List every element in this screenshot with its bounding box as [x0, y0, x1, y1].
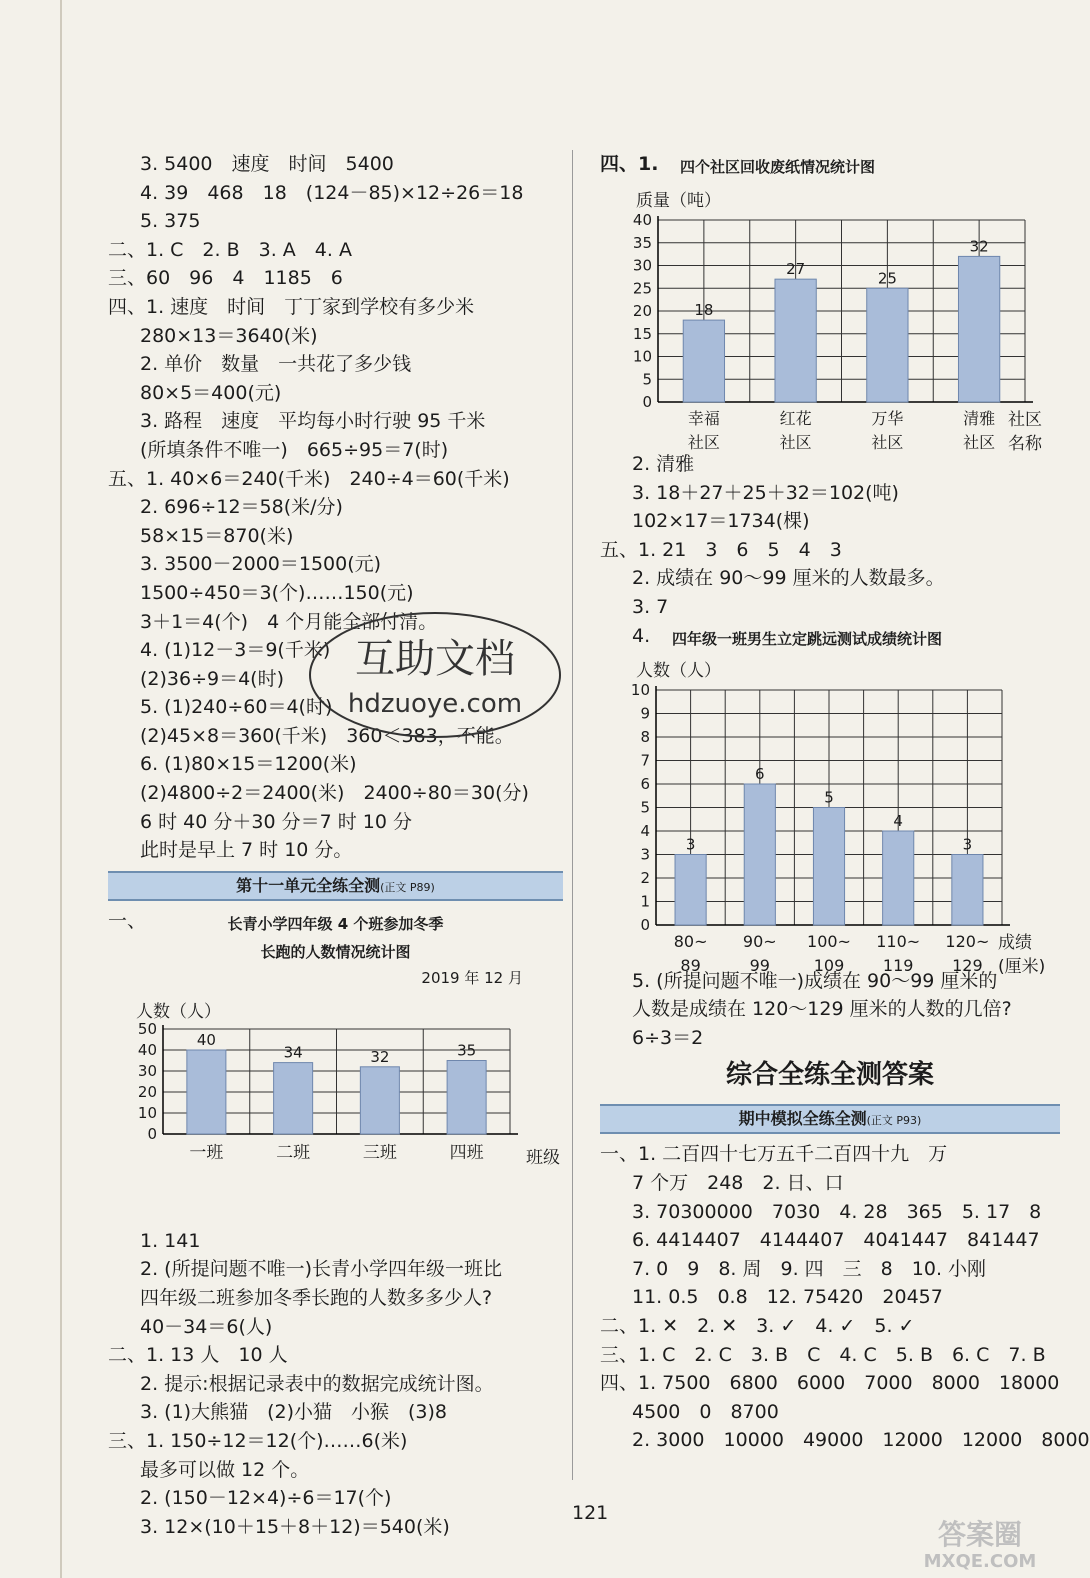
answer-line: 11. 0.5 0.8 12. 75420 20457 — [632, 1286, 943, 1309]
chart2-number: 四、1. — [600, 153, 659, 175]
answer-line: 2. 3000 10000 49000 12000 12000 8000 — [632, 1429, 1090, 1452]
bar — [187, 1050, 226, 1134]
x-tick-label: 二班 — [276, 1142, 311, 1163]
y-tick-label: 30 — [632, 256, 652, 275]
x-tick-label: 89 — [680, 955, 701, 975]
answer-line: (2)45×8＝360(千米) 360＜383，不能。 — [140, 724, 514, 747]
chart1-block — [108, 907, 563, 1227]
answer-line: 3. 3500－2000＝1500(元) — [140, 553, 382, 576]
x-axis-label: 社区 — [1008, 410, 1042, 430]
answer-line: 一、1. 二百四十七万五千二百四十九 万 — [600, 1143, 948, 1166]
x-tick-label: 119 — [882, 955, 914, 975]
bar — [683, 320, 724, 402]
y-tick-label: 35 — [632, 233, 652, 252]
answer-line: 102×17＝1734(棵) — [632, 510, 810, 533]
answer-line: 三、60 96 4 1185 6 — [108, 267, 343, 290]
data-label: 35 — [457, 1041, 477, 1060]
answer-line: 二、1. 13 人 10 人 — [108, 1344, 288, 1367]
x-axis-label: (厘米) — [998, 956, 1046, 977]
x-tick-label: 一班 — [189, 1142, 224, 1163]
answer-line: (2)4800÷2＝2400(米) 2400÷80＝30(分) — [140, 782, 529, 805]
y-tick-label: 10 — [632, 347, 652, 366]
y-tick-label: 30 — [137, 1061, 157, 1080]
chart2-block — [600, 150, 1060, 454]
chart3-block — [600, 622, 1060, 977]
answer-line: 6. 4414407 4144407 4041447 841447 — [632, 1229, 1040, 1252]
right-answer-lines-2 — [600, 967, 1060, 1053]
bar — [883, 831, 914, 925]
left-column — [108, 150, 563, 1541]
chart1-number: 一、 — [108, 909, 147, 932]
data-label: 3 — [962, 835, 973, 854]
watermark-logo — [300, 600, 570, 750]
y-tick-label: 1 — [640, 892, 650, 911]
data-label: 5 — [824, 788, 834, 807]
answer-line: 3. 7 — [632, 595, 669, 618]
y-tick-label: 7 — [640, 751, 650, 770]
answer-line: 4500 0 8700 — [632, 1400, 779, 1423]
y-tick-label: 10 — [630, 680, 650, 699]
y-tick-label: 40 — [632, 211, 652, 229]
answer-line: 此时是早上 7 时 10 分。 — [140, 839, 353, 862]
bar — [447, 1060, 486, 1134]
data-label: 3 — [685, 835, 696, 854]
x-tick-label: 120~ — [945, 931, 990, 951]
column-divider — [572, 150, 573, 1480]
answer-line: 1500÷450＝3(个)……150(元) — [140, 581, 414, 604]
answer-line: 四、1. 速度 时间 丁丁家到学校有多少米 — [108, 295, 475, 318]
x-tick-label: 四班 — [449, 1142, 484, 1163]
chart3-title: 四年级一班男生立定跳远测试成绩统计图 — [672, 629, 943, 648]
y-axis-label: 人数（人） — [636, 660, 721, 681]
data-label: 6 — [755, 764, 765, 783]
x-tick-label: 80~ — [673, 931, 708, 951]
bar — [775, 279, 816, 402]
answer-line: 四年级二班参加冬季长跑的人数多多少人? — [140, 1287, 493, 1310]
y-tick-label: 5 — [640, 798, 650, 817]
right-answer-lines-1 — [600, 450, 1060, 622]
answer-line: 2. 提示:根据记录表中的数据完成统计图。 — [140, 1372, 494, 1395]
x-axis-label: 成绩 — [998, 932, 1032, 953]
x-tick-label: 90~ — [742, 931, 777, 951]
data-label: 18 — [694, 301, 714, 320]
answer-line: 2. 696÷12＝58(米/分) — [140, 496, 343, 519]
y-tick-label: 10 — [137, 1103, 157, 1122]
unit11-banner — [108, 871, 563, 901]
banner-ref: (正文 P89) — [380, 880, 435, 894]
answer-line: 最多可以做 12 个。 — [140, 1458, 310, 1481]
answer-line: 58×15＝870(米) — [140, 524, 294, 547]
chart1-date: 2019 年 12 月 — [421, 968, 523, 987]
y-tick-label: 40 — [137, 1040, 157, 1059]
right-answer-lines-3 — [600, 1140, 1090, 1455]
data-label: 27 — [786, 260, 806, 279]
x-tick-label: 110~ — [876, 931, 921, 951]
data-label: 32 — [969, 237, 989, 256]
answer-line: 80×5＝400(元) — [140, 381, 282, 404]
x-tick-label: 129 — [952, 955, 983, 975]
data-label: 40 — [196, 1030, 216, 1049]
answer-line: 五、1. 21 3 6 5 4 3 — [600, 538, 842, 561]
y-tick-label: 5 — [642, 370, 652, 389]
chart1-title-line1: 长青小学四年级 4 个班参加冬季 — [227, 914, 444, 933]
chart2-svg — [600, 180, 1060, 454]
y-tick-label: 9 — [640, 704, 650, 723]
answer-line: 2. (150－12×4)÷6＝17(个) — [140, 1487, 392, 1510]
answer-line: 4. (1)12－3＝9(千米) — [140, 639, 331, 662]
answer-line: (所填条件不唯一) 665÷95＝7(时) — [140, 438, 449, 461]
answer-line: (2)36÷9＝4(时) — [140, 667, 285, 690]
bar — [744, 784, 775, 925]
x-tick-label: 99 — [749, 955, 770, 975]
data-label: 32 — [370, 1047, 390, 1066]
answer-line: 3. (1)大熊猫 (2)小猫 小猴 (3)8 — [140, 1401, 447, 1424]
x-tick-label: 社区 — [871, 433, 904, 452]
banner-title: 第十一单元全练全测 — [236, 875, 381, 895]
midterm-banner — [600, 1104, 1060, 1134]
x-tick-label: 109 — [813, 955, 845, 975]
y-tick-label: 0 — [147, 1124, 157, 1143]
answer-line: 7 个万 248 2. 日、口 — [632, 1171, 844, 1194]
y-tick-label: 25 — [632, 279, 652, 298]
corner-stamp-logo — [905, 1512, 1055, 1572]
answer-line: 4. 39 468 18 (124－85)×12÷26＝18 — [140, 181, 524, 204]
answer-line: 1. 141 — [140, 1229, 201, 1252]
bar — [274, 1062, 313, 1133]
answer-line: 2. 单价 数量 一共花了多少钱 — [140, 353, 412, 376]
data-label: 25 — [877, 269, 897, 288]
y-tick-label: 4 — [640, 821, 650, 840]
y-tick-label: 2 — [640, 868, 650, 887]
x-tick-label: 万华 — [871, 409, 904, 428]
right-column — [600, 150, 1090, 1455]
answer-line: 40－34＝6(人) — [140, 1315, 273, 1338]
bar — [952, 854, 983, 925]
y-tick-label: 20 — [137, 1082, 157, 1101]
answer-line: 四、1. 7500 6800 6000 7000 8000 18000 — [600, 1372, 1060, 1395]
answer-line: 6. (1)80×15＝1200(米) — [140, 753, 357, 776]
x-tick-label: 红花 — [779, 409, 812, 428]
y-tick-label: 50 — [137, 1019, 157, 1038]
left-answer-lines — [108, 150, 563, 865]
answer-line: 3＋1＝4(个) 4 个月能全部付清。 — [140, 610, 438, 633]
answer-line: 3. 18＋27＋25＋32＝102(吨) — [632, 481, 899, 504]
page-number: 121 — [572, 1502, 609, 1524]
y-tick-label: 20 — [632, 302, 652, 320]
chart2-title: 四个社区回收废纸情况统计图 — [680, 158, 876, 176]
answer-line: 五、1. 40×6＝240(千米) 240÷4＝60(千米) — [108, 467, 510, 490]
stamp-line1: 答案圈 — [937, 1518, 1023, 1551]
answer-line: 3. 70300000 7030 4. 28 365 5. 17 8 — [632, 1200, 1042, 1223]
left-answer-lines-2 — [108, 1227, 563, 1542]
y-tick-label: 15 — [632, 324, 652, 343]
answer-line: 二、1. ✕ 2. ✕ 3. ✓ 4. ✓ 5. ✓ — [600, 1314, 915, 1337]
x-tick-label: 三班 — [362, 1142, 397, 1163]
banner-title: 期中模拟全练全测 — [738, 1109, 867, 1129]
x-tick-label: 幸福 — [687, 409, 720, 428]
answer-line: 5. (所提问题不唯一)成绩在 90～99 厘米的 — [632, 969, 998, 992]
answer-line: 5. (1)240÷60＝4(时) — [140, 696, 333, 719]
answer-line: 5. 375 — [140, 210, 201, 233]
answer-line: 2. 成绩在 90～99 厘米的人数最多。 — [632, 567, 945, 590]
y-tick-label: 3 — [640, 845, 650, 864]
binding-gutter — [60, 0, 62, 1578]
bar — [360, 1067, 399, 1134]
x-tick-label: 社区 — [963, 433, 996, 452]
answer-line: 6 时 40 分＋30 分＝7 时 10 分 — [140, 810, 412, 833]
answer-line: 3. 5400 速度 时间 5400 — [140, 153, 394, 175]
bar — [867, 288, 908, 402]
x-axis-label: 名称 — [1008, 434, 1042, 454]
x-tick-label: 清雅 — [963, 409, 996, 428]
x-tick-label: 社区 — [687, 433, 720, 452]
answer-line: 3. 路程 速度 平均每小时行驶 95 千米 — [140, 410, 486, 433]
y-tick-label: 0 — [640, 915, 650, 934]
comprehensive-title: 综合全练全测答案 — [725, 1060, 934, 1091]
data-label: 4 — [893, 811, 903, 830]
stamp-line2: MXQE.COM — [923, 1551, 1037, 1572]
answer-line: 3. 12×(10＋15＋8＋12)＝540(米) — [140, 1515, 450, 1538]
data-label: 34 — [283, 1043, 303, 1062]
answer-line: 二、1. C 2. B 3. A 4. A — [108, 238, 352, 261]
answer-line: 三、1. C 2. C 3. B C 4. C 5. B 6. C 7. B — [600, 1343, 1046, 1366]
answer-line: 2. (所提问题不唯一)长青小学四年级一班比 — [140, 1258, 502, 1281]
y-tick-label: 0 — [642, 393, 652, 411]
answer-line: 6÷3＝2 — [632, 1026, 704, 1049]
watermark-line1: 互助文档 — [355, 636, 515, 682]
answer-line: 2. 清雅 — [632, 453, 695, 475]
bar — [675, 854, 706, 925]
answer-line: 280×13＝3640(米) — [140, 324, 318, 347]
chart3-svg — [600, 650, 1060, 977]
chart3-number: 4. — [632, 624, 651, 647]
banner-ref: (正文 P93) — [866, 1114, 922, 1128]
y-axis-label: 质量（吨） — [636, 191, 721, 211]
answer-line: 人数是成绩在 120～129 厘米的人数的几倍? — [632, 998, 1012, 1021]
x-tick-label: 100~ — [807, 931, 851, 951]
bar — [958, 256, 999, 402]
bar — [813, 807, 844, 925]
y-axis-label: 人数（人） — [136, 1001, 221, 1022]
answer-line: 三、1. 150÷12＝12(个)……6(米) — [108, 1430, 408, 1452]
answer-line: 7. 0 9 8. 周 9. 四 三 8 10. 小刚 — [632, 1257, 987, 1280]
x-axis-label: 班级 — [526, 1147, 560, 1168]
chart1-svg — [108, 999, 563, 1219]
chart1-title-line2: 长跑的人数情况统计图 — [260, 942, 411, 961]
y-tick-label: 6 — [640, 774, 650, 793]
y-tick-label: 8 — [640, 727, 650, 746]
x-tick-label: 社区 — [779, 433, 812, 452]
watermark-line2: hdzuoye.com — [347, 689, 523, 719]
